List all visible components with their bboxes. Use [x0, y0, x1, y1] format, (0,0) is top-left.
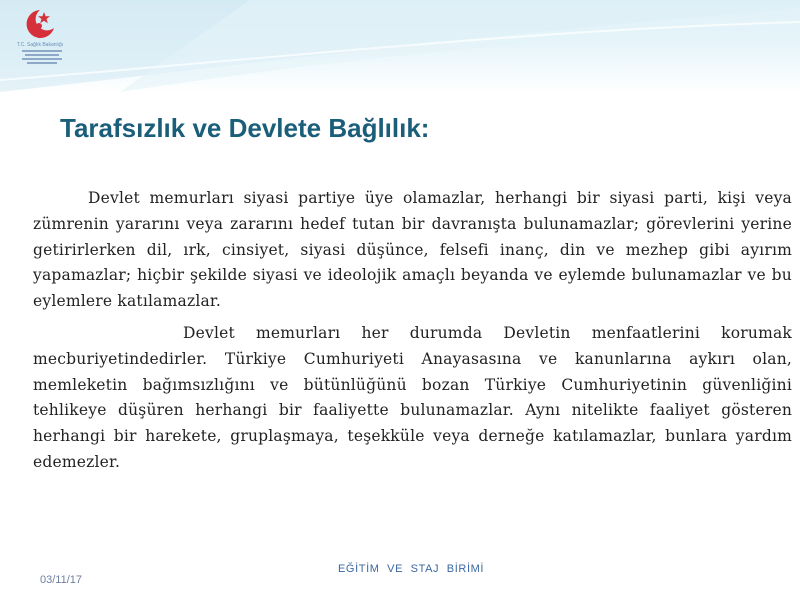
header-wave-decoration	[0, 0, 800, 92]
slide-title: Tarafsızlık ve Devlete Bağlılık:	[60, 113, 430, 143]
body-paragraph-2: Devlet memurları her durumda Devletin menfaatlerini korumak mecburiyetindedirler. Türkiye Cumhuriyeti Anayasasına ve kanunlarına aykırı olan, memleketin bağımsızlığını ve bütünlüğünü bozan Türkiye Cumhuriyetinin güvenliğini tehlikeye düşüren herhangi bir faaliyette bulunamazlar. Aynı nitelikte faaliyet gösteren herhangi bir harekete, gruplaşmaya, teşekküle veya derneğe katılamazlar, bunlara yardım edemezler.	[33, 323, 792, 471]
logo-subtext-lines	[22, 50, 62, 66]
footer-unit-name: EĞİTİM VE STAJ BİRİMİ	[338, 563, 485, 575]
slide-body	[33, 186, 792, 476]
footer-date: 03/11/17	[40, 574, 83, 586]
header-band	[0, 0, 800, 92]
body-paragraph-1: Devlet memurları siyasi partiye üye olamazlar, herhangi bir siyasi parti, kişi veya zümrenin yararını veya zararını hedef tutan bir davranışta bulunamazlar; görevlerini yerine getirirlerken dil, ırk, cinsiyet, siyasi düşünce, felsefi inanç, din ve mezhep gibi ayırım yapamazlar; hiçbir şekilde siyasi ve ideolojik amaçlı beyanda ve eylemde bulunamazlar ve bu eylemlere katılamazlar.	[33, 189, 792, 311]
logo-title: T.C. Sağlık Bakanlığı	[16, 42, 64, 48]
ministry-logo	[10, 4, 70, 66]
crescent-star-icon	[10, 4, 70, 42]
